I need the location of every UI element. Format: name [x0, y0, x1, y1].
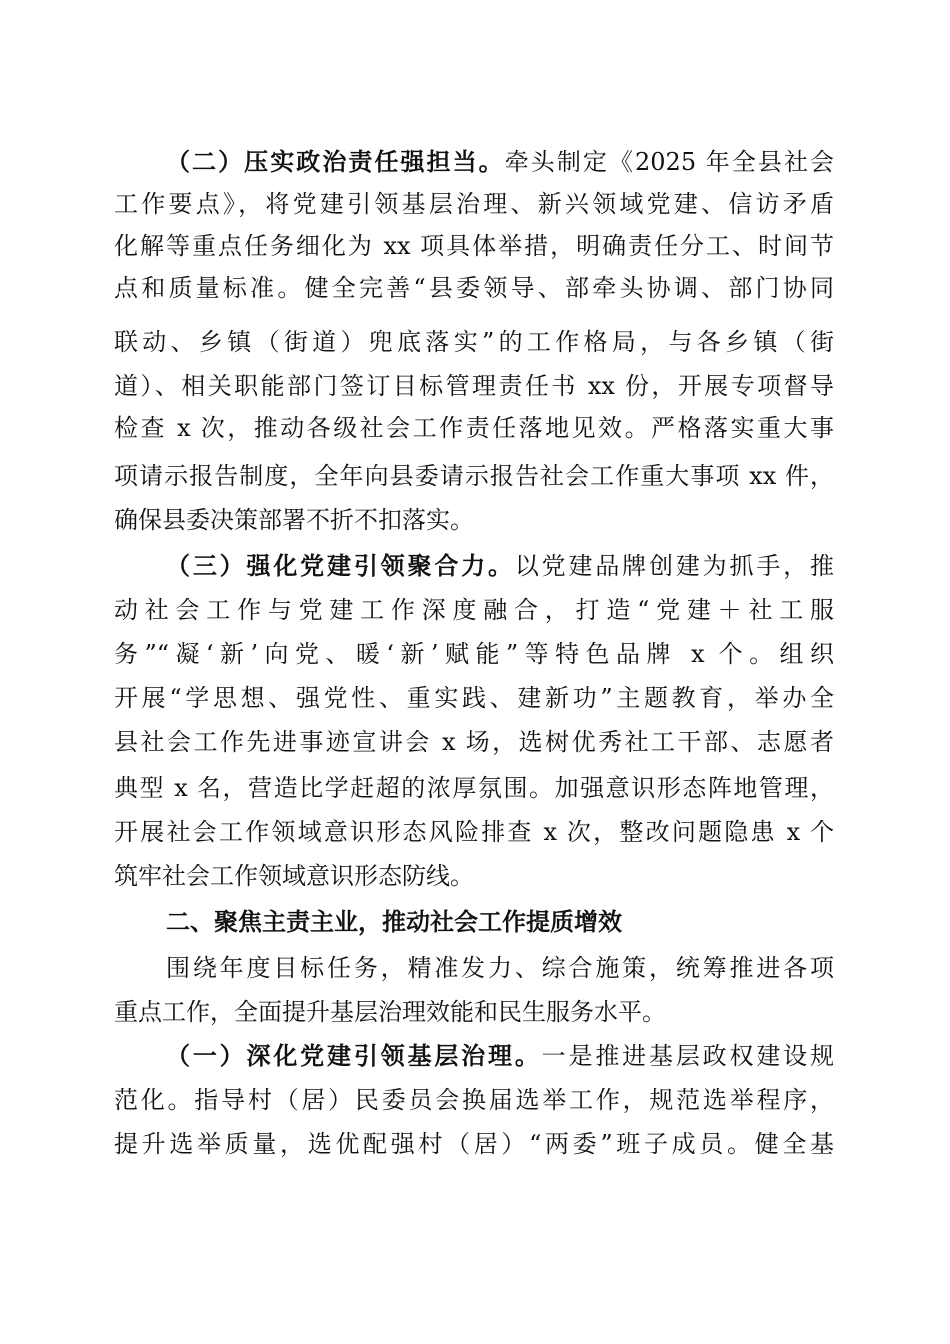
section-lead-2: （二）压实政治责任强担当。 — [166, 147, 505, 176]
paragraph-line-15: 典型 x 名，营造比学赶超的浓厚氛围。加强意识形态阵地管理， — [114, 774, 834, 802]
section-lead-3: （三）强化党建引领聚合力。 — [166, 551, 515, 580]
paragraph-line-8: 项请示报告制度，全年向县委请示报告社会工作重大事项 xx 件， — [114, 462, 834, 490]
paragraph-line-4: 点和质量标准。健全完善“县委领导、部牵头协调、部门协同 — [114, 274, 834, 302]
paragraph-line-16: 开展社会工作领域意识形态风险排查 x 次，整改问题隐患 x 个 — [114, 818, 834, 846]
chapter-heading: 二、聚焦主责主业，推动社会工作提质增效 — [166, 908, 622, 936]
paragraph-line-9: 确保县委决策部署不折不扣落实。 — [114, 506, 474, 534]
paragraph-line-10: （三）强化党建引领聚合力。以党建品牌创建为抓手，推 — [166, 551, 835, 580]
section-lead-1: （一）深化党建引领基层治理。 — [166, 1041, 542, 1070]
paragraph-line-20: 重点工作，全面提升基层治理效能和民生服务水平。 — [114, 998, 666, 1026]
paragraph-line-17: 筑牢社会工作领域意识形态防线。 — [114, 862, 474, 890]
paragraph-line-22: 范化。指导村（居）民委员会换届选举工作，规范选举程序， — [114, 1086, 834, 1114]
paragraph-line-19: 围绕年度目标任务，精准发力、综合施策，统筹推进各项 — [166, 954, 834, 982]
paragraph-line-3: 化解等重点任务细化为 xx 项具体举措，明确责任分工、时间节 — [114, 232, 834, 260]
paragraph-line-23: 提升选举质量，选优配强村（居）“两委”班子成员。健全基 — [114, 1130, 834, 1158]
paragraph-line-2: 工作要点》，将党建引领基层治理、新兴领域党建、信访矛盾 — [114, 190, 834, 218]
paragraph-line-6: 道）、相关职能部门签订目标管理责任书 xx 份，开展专项督导 — [114, 372, 834, 400]
paragraph-line-7: 检查 x 次，推动各级社会工作责任落地见效。严格落实重大事 — [114, 414, 834, 442]
paragraph-line-21: （一）深化党建引领基层治理。一是推进基层政权建设规 — [166, 1041, 835, 1070]
paragraph-line-1: （二）压实政治责任强担当。牵头制定《2025 年全县社会 — [166, 147, 834, 176]
paragraph-line-14: 县社会工作先进事迹宣讲会 x 场，选树优秀社工干部、志愿者 — [114, 728, 834, 756]
paragraph-line-13: 开展“学思想、强党性、重实践、建新功”主题教育，举办全 — [114, 684, 834, 712]
paragraph-line-5: 联动、乡镇（街道）兜底落实”的工作格局，与各乡镇（街 — [114, 328, 834, 356]
paragraph-line-11: 动社会工作与党建工作深度融合，打造“党建＋社工服 — [114, 596, 834, 624]
paragraph-line-12: 务”“凝‘新’向党、暖‘新’赋能”等特色品牌 x 个。组织 — [114, 640, 834, 668]
